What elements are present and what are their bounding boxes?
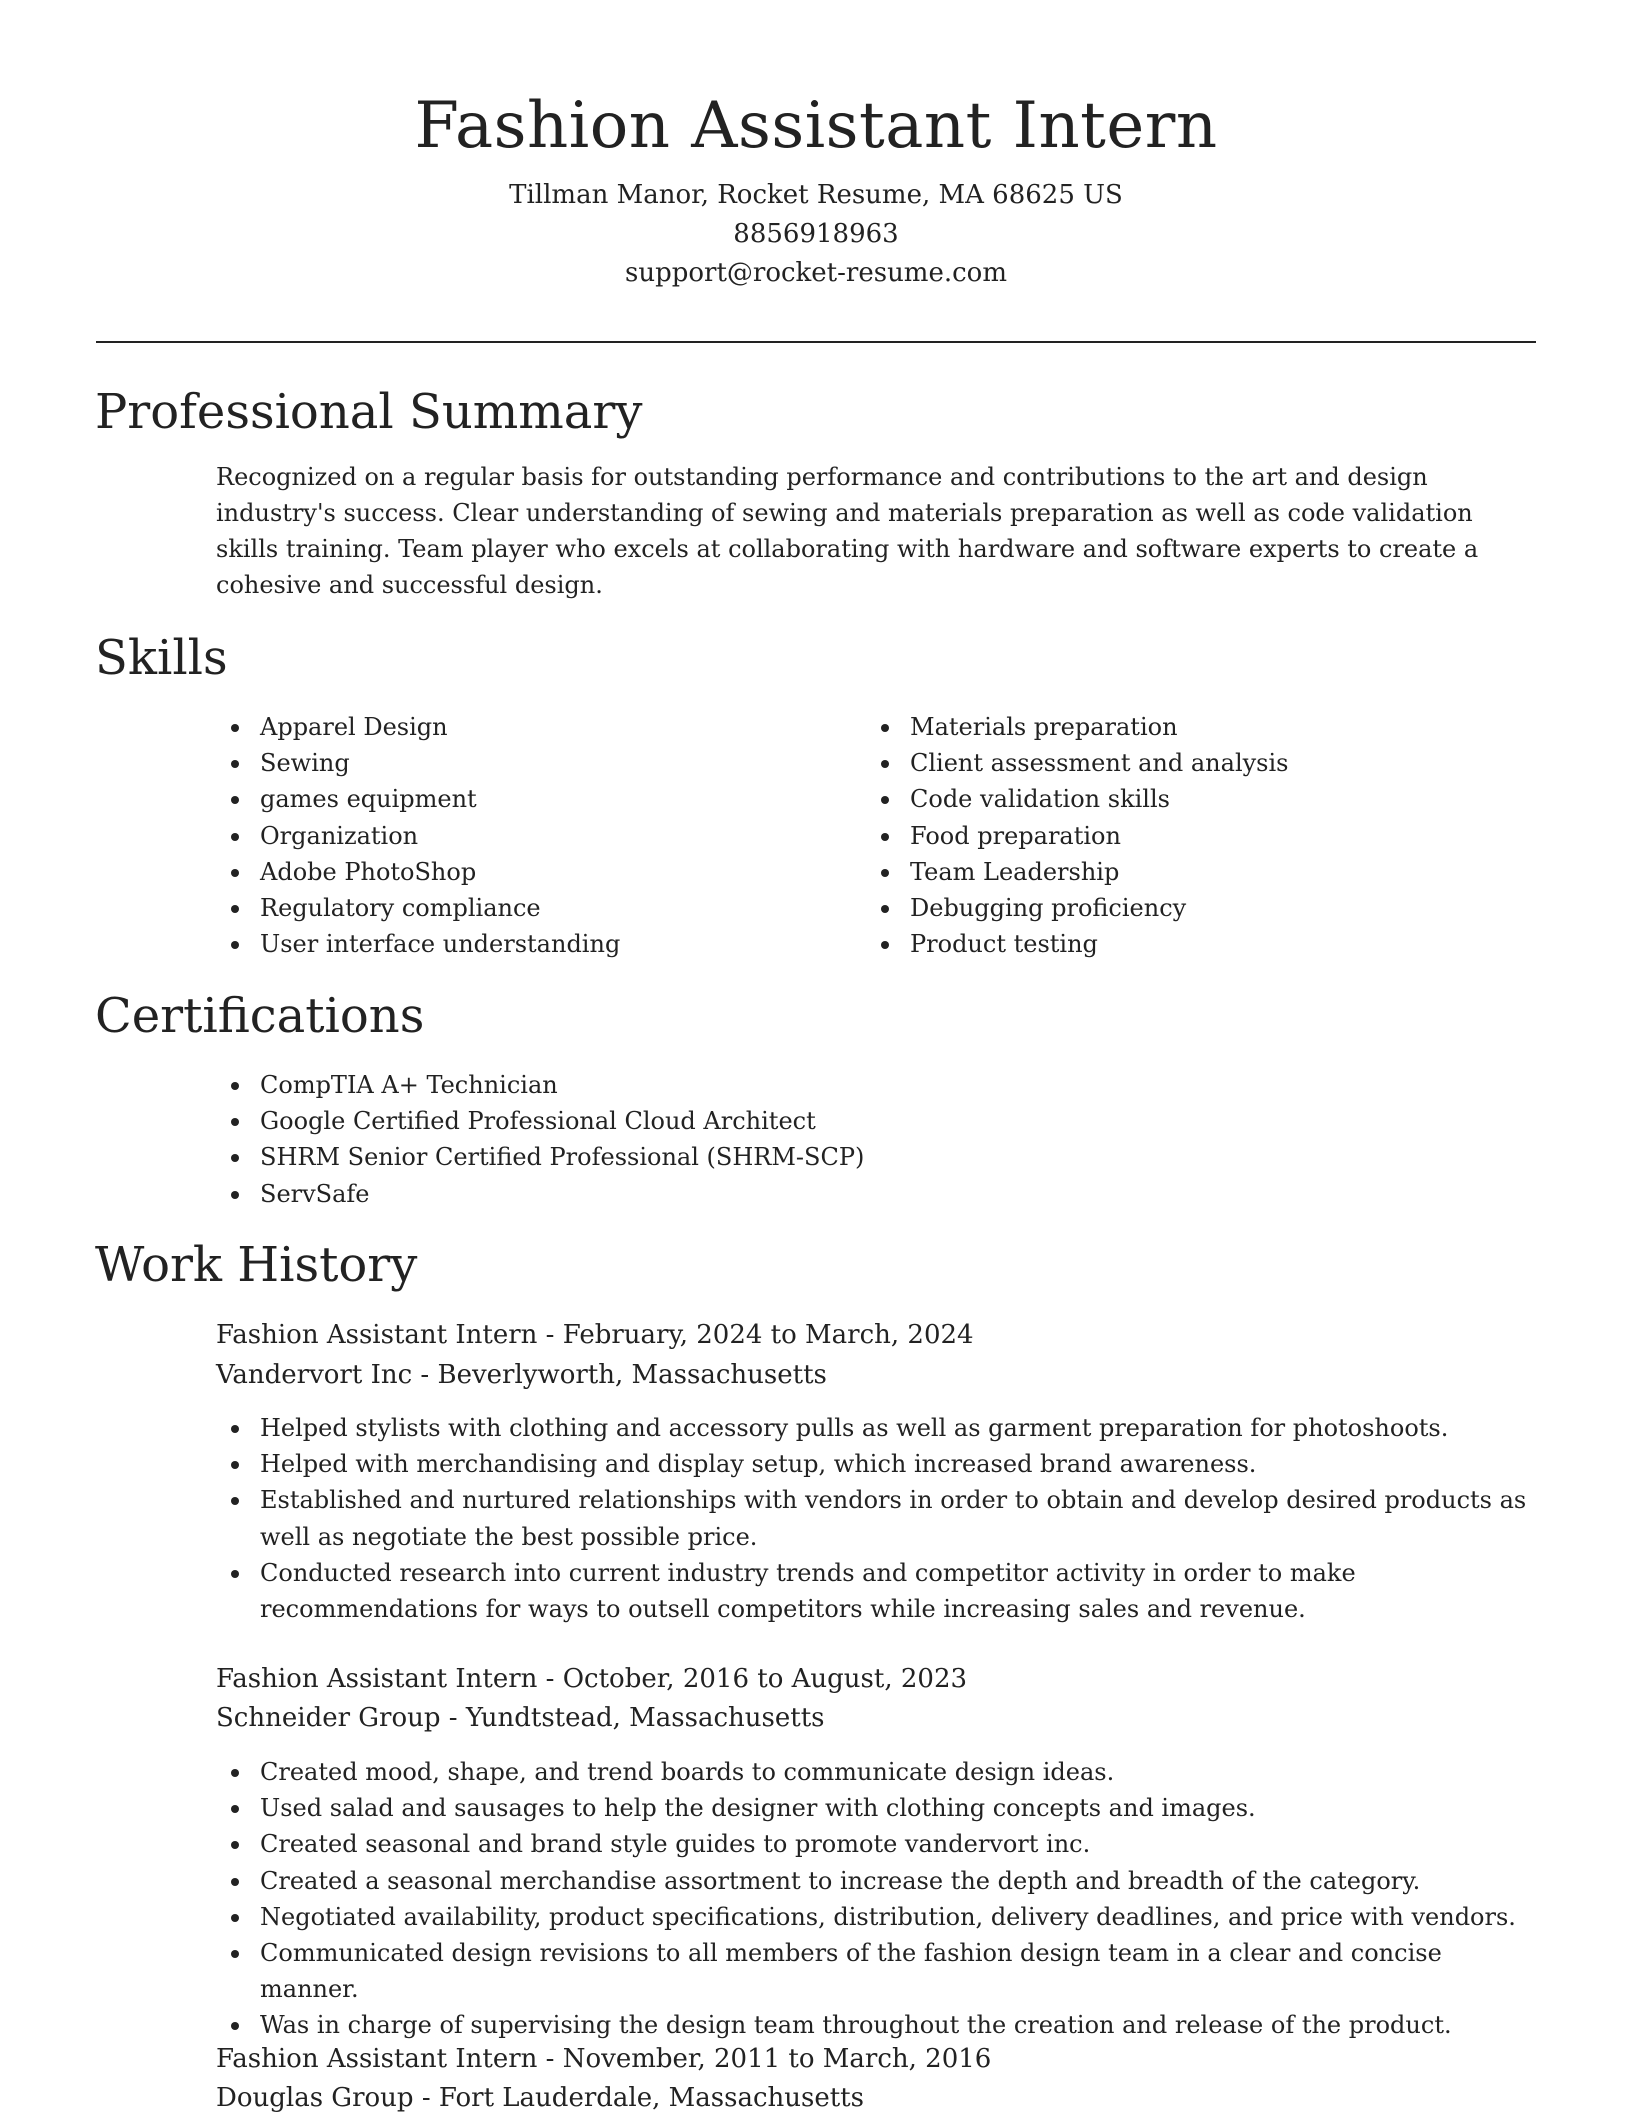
skill-item: Team Leadership xyxy=(866,854,1466,890)
certification-item: CompTIA A+ Technician xyxy=(216,1067,1216,1103)
skill-item: User interface understanding xyxy=(216,926,816,962)
skills-list-right xyxy=(866,709,1466,962)
job-duty-item: Created a seasonal merchandise assortment to increase the depth and breadth of the category. xyxy=(216,1863,1546,1899)
job-company-line xyxy=(216,2079,864,2118)
certifications-heading: Certifications xyxy=(95,988,425,1044)
skill-item: Materials preparation xyxy=(866,709,1466,745)
certification-item: Google Certified Professional Cloud Architect xyxy=(216,1103,1216,1139)
job-company: Vandervort Inc xyxy=(216,1360,413,1390)
certifications-block xyxy=(216,1067,1216,1212)
job-location: - Fort Lauderdale, Massachusetts xyxy=(413,2083,864,2113)
work-history-heading: Work History xyxy=(95,1237,418,1293)
certification-item: ServSafe xyxy=(216,1176,1216,1212)
job-title-line xyxy=(216,1316,974,1355)
contact-phone: 8856918963 xyxy=(733,219,899,249)
contact-address: Tillman Manor, Rocket Resume, MA 68625 US xyxy=(509,180,1123,210)
job-company: Schneider Group xyxy=(216,1703,441,1733)
job-role: Fashion Assistant Intern xyxy=(216,1664,538,1694)
job-role: Fashion Assistant Intern xyxy=(216,2044,538,2074)
candidate-name: Fashion Assistant Intern xyxy=(414,89,1218,163)
job-duties xyxy=(216,1754,1546,2044)
skills-column-right xyxy=(866,709,1466,962)
job-title-line xyxy=(216,1660,967,1699)
skill-item: Regulatory compliance xyxy=(216,890,816,926)
job-duties-list xyxy=(216,1754,1546,2044)
skill-item: Client assessment and analysis xyxy=(866,745,1466,781)
contact-info xyxy=(0,176,1632,293)
job-duty-item: Negotiated availability, product specifications, distribution, delivery deadlines, and price with vendors. xyxy=(216,1899,1546,1935)
job-title-line xyxy=(216,2040,991,2079)
job-duty-item: Created mood, shape, and trend boards to communicate design ideas. xyxy=(216,1754,1546,1790)
skill-item: Food preparation xyxy=(866,818,1466,854)
job-company-line xyxy=(216,1699,825,1738)
skills-heading: Skills xyxy=(95,630,228,686)
summary-heading: Professional Summary xyxy=(95,384,643,440)
skill-item: Debugging proficiency xyxy=(866,890,1466,926)
job-role: Fashion Assistant Intern xyxy=(216,1320,538,1350)
skill-item: Product testing xyxy=(866,926,1466,962)
skills-column-left xyxy=(216,709,816,962)
job-duties xyxy=(216,1410,1546,1627)
skill-item: Organization xyxy=(216,818,816,854)
job-duty-item: Established and nurtured relationships with vendors in order to obtain and develop desired products as well as negotiate the best possible price. xyxy=(216,1482,1546,1554)
job-duty-item: Was in charge of supervising the design team throughout the creation and release of the product. xyxy=(216,2007,1546,2043)
summary-text: Recognized on a regular basis for outstanding performance and contributions to the art and design industry's success. Clear understanding of sewing and materials preparation as well as code validation skills training. Team player who excels at collaborating with hardware and software experts to create a cohesive and successful design. xyxy=(216,463,1479,599)
contact-email: support@rocket-resume.com xyxy=(624,258,1007,288)
resume-header xyxy=(0,0,1632,293)
job-company: Douglas Group xyxy=(216,2083,414,2113)
skill-item: Apparel Design xyxy=(216,709,816,745)
skill-item: games equipment xyxy=(216,781,816,817)
certifications-list xyxy=(216,1067,1216,1212)
job-duty-item: Communicated design revisions to all members of the fashion design team in a clear and concise manner. xyxy=(216,1935,1546,2007)
job-duties-list xyxy=(216,1410,1546,1627)
job-company-line xyxy=(216,1356,827,1395)
job-duty-item: Used salad and sausages to help the designer with clothing concepts and images. xyxy=(216,1790,1546,1826)
skill-item: Sewing xyxy=(216,745,816,781)
job-dates: - February, 2024 to March, 2024 xyxy=(537,1320,974,1350)
header-divider xyxy=(96,341,1536,343)
job-duty-item: Created seasonal and brand style guides to promote vandervort inc. xyxy=(216,1826,1546,1862)
job-dates: - October, 2016 to August, 2023 xyxy=(537,1664,968,1694)
job-duty-item: Conducted research into current industry trends and competitor activity in order to make recommendations for ways to outsell competitors while increasing sales and revenue. xyxy=(216,1555,1546,1627)
skills-list-left xyxy=(216,709,816,962)
job-location: - Yundtstead, Massachusetts xyxy=(440,1703,825,1733)
job-duty-item: Helped with merchandising and display setup, which increased brand awareness. xyxy=(216,1446,1546,1482)
skill-item: Adobe PhotoShop xyxy=(216,854,816,890)
job-duty-item: Helped stylists with clothing and accessory pulls as well as garment preparation for photoshoots. xyxy=(216,1410,1546,1446)
skill-item: Code validation skills xyxy=(866,781,1466,817)
certification-item: SHRM Senior Certified Professional (SHRM-SCP) xyxy=(216,1139,1216,1175)
job-location: - Beverlyworth, Massachusetts xyxy=(412,1360,827,1390)
job-dates: - November, 2011 to March, 2016 xyxy=(537,2044,992,2074)
